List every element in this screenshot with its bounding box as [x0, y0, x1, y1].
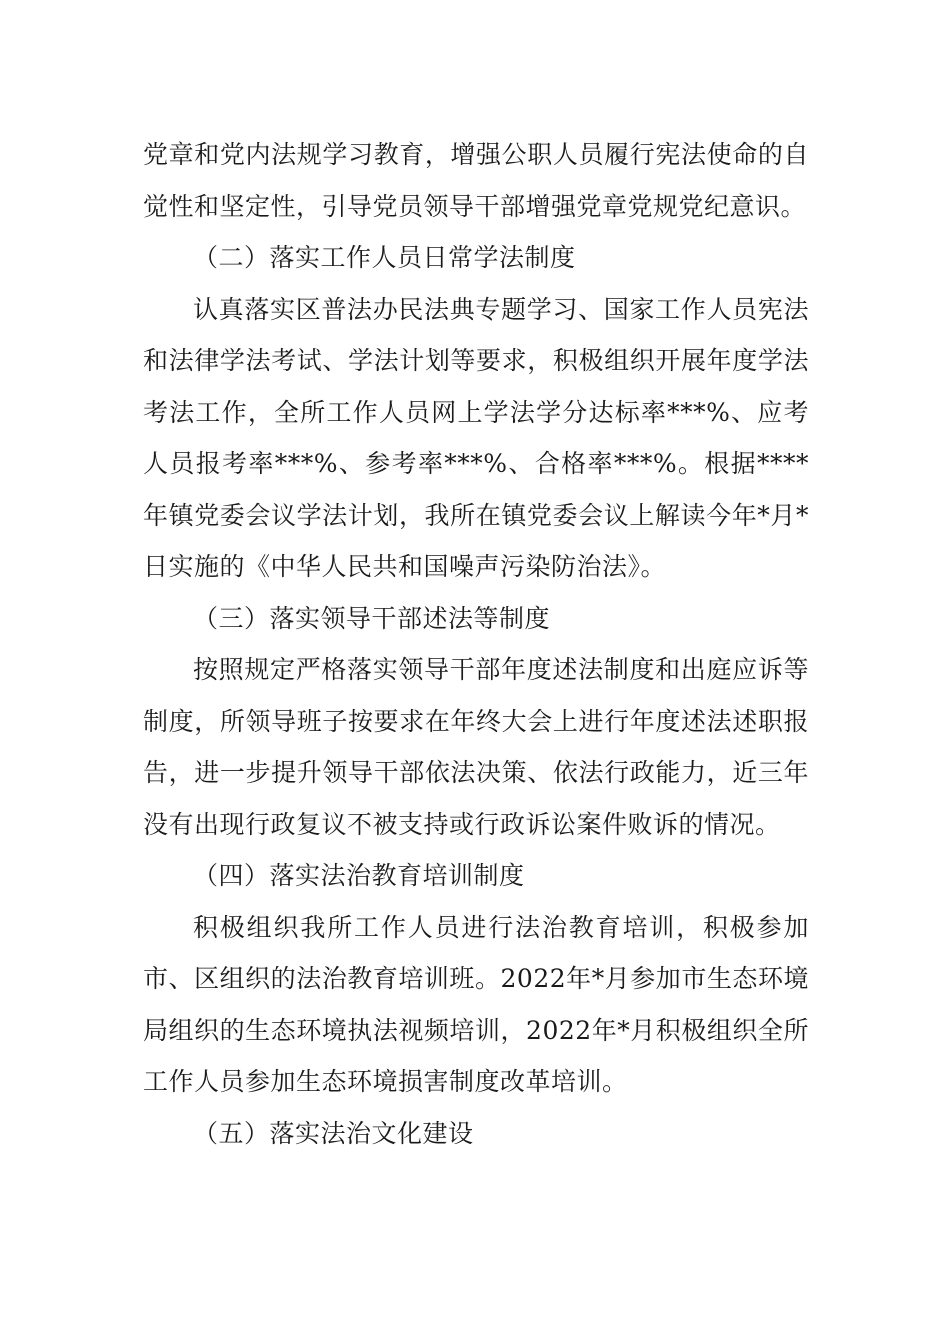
section-heading-5: （五）落实法治文化建设 — [193, 1118, 474, 1148]
paragraph-training: 积极组织我所工作人员进行法治教育培训，积极参加市、区组织的法治教育培训班。2022年*月参加市生态环境局组织的生态环境执法视频培训，2022年*月积极组织全所工作人员参加生态环境损害制度改革培训。 — [143, 912, 809, 1096]
paragraph-leader-report: 按照规定严格落实领导干部年度述法制度和出庭应诉等制度，所领导班子按要求在年终大会上进行年度述法述职报告，进一步提升领导干部依法决策、依法行政能力，近三年没有出现行政复议不被支持或行政诉讼案件败诉的情况。 — [143, 655, 809, 839]
section-heading-4: （四）落实法治教育培训制度 — [193, 861, 525, 890]
paragraph-daily-study: 认真落实区普法办民法典专题学习、国家工作人员宪法和法律学法考试、学法计划等要求，积极组织开展年度学法考法工作，全所工作人员网上学法学分达标率***%、应考人员报考率***%、参考率***%、合格率***%。根据****年镇党委会议学法计划，我所在镇党委会议上解读今年*月*日实施的《中华人民共和国噪声污染防治法》。 — [143, 294, 809, 581]
document-body — [143, 129, 809, 1159]
section-heading-3: （三）落实领导干部述法等制度 — [193, 603, 551, 633]
section-heading-2: （二）落实工作人员日常学法制度 — [193, 243, 576, 272]
paragraph-continuation: 党章和党内法规学习教育，增强公职人员履行宪法使命的自觉性和坚定性，引导党员领导干部增强党章党规党纪意识。 — [143, 140, 809, 221]
